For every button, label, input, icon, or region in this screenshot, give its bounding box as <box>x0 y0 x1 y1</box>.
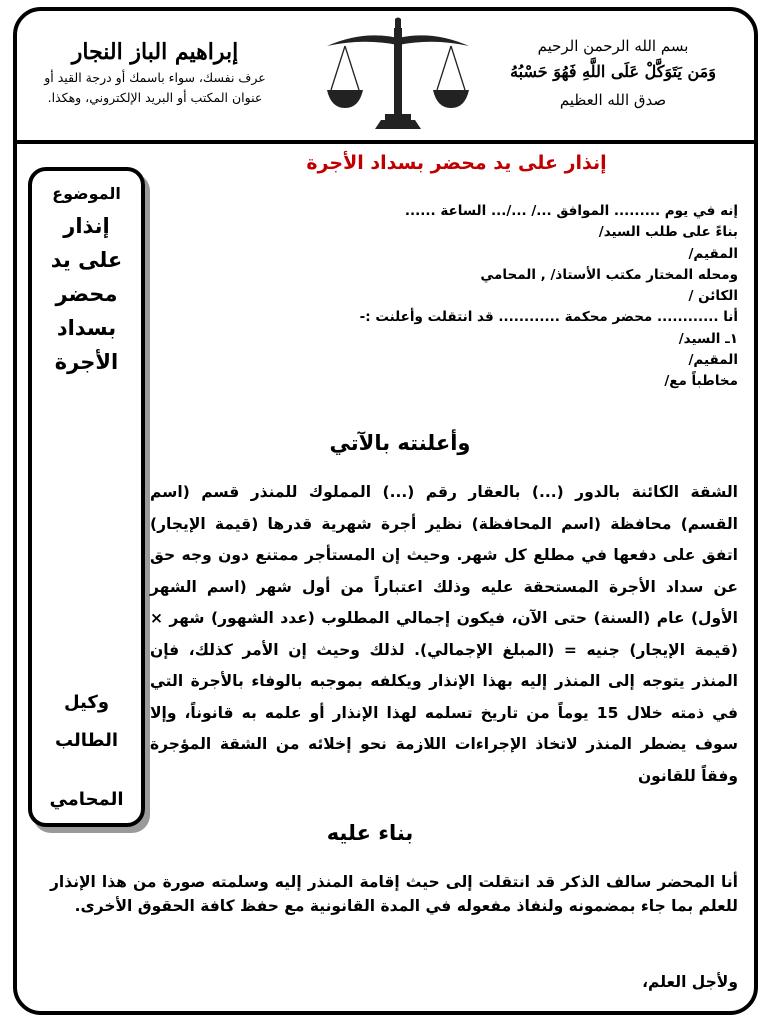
lawyer-desc-line: عنوان المكتب أو البريد الإلكتروني، وهكذا. <box>47 90 263 105</box>
document-title: إنذار على يد محضر بسداد الأجرة <box>306 152 607 174</box>
basmala-closing: صدق الله العظيم <box>559 91 667 109</box>
quran-verse: وَمَن يَتَوَكَّلْ عَلَى اللَّهِ فَهُوَ حَسْبُهُ <box>510 62 716 81</box>
basmala-block <box>508 34 718 114</box>
subject-value: إنذار على يد محضر بسداد الأجرة <box>50 214 123 374</box>
intro-line: مخاطباً مع/ <box>664 373 738 390</box>
agent-line: وكيل <box>63 692 110 713</box>
notification-heading: وأعلنته بالآتي <box>329 431 471 455</box>
agent-label <box>32 686 141 758</box>
closing-signoff: ولأجل العلم، <box>642 973 738 991</box>
intro-line: المقيم/ <box>688 245 738 262</box>
closing-heading: بناء عليه <box>326 821 414 845</box>
agent-line: الطالب <box>54 730 119 751</box>
lawyer-desc-line: عرف نفسك، سواء باسمك أو درجة القيد أو <box>44 70 266 85</box>
intro-line: إنه في يوم ......... الموافق .../ .../... الساعة ...... <box>404 203 738 219</box>
lawyer-info <box>20 36 290 108</box>
intro-line: المقيم/ <box>688 352 738 369</box>
subject-sidebar <box>28 167 145 827</box>
intro-line: ومحله المختار مكتب الأستاذ/ , المحامي <box>480 266 738 283</box>
scales-of-justice-icon <box>323 16 473 132</box>
sidebar-lawyer-label: المحامي <box>49 789 124 810</box>
intro-line: أنا ............ محضر محكمة ............ قد انتقلت وأعلنت :- <box>359 309 738 326</box>
lawyer-name: إبراهيم الباز النجار <box>71 39 239 65</box>
notification-body: الشقة الكائنة بالدور (...) بالعقار رقم (...) المملوك للمنذر قسم (اسم القسم) محافظة (اسم المحافظة) نظير أجرة شهرية قدرها (قيمة الإيجار) اتفق على دفعها في مطلع كل شهر. وحيث إن المستأجر ممتنع دون وجه حق عن سداد الأجرة المستحقة عليه وذلك اعتباراً من أول شهر (اسم الشهر الأول) عام (السنة) حتى الآن، فيكون إجمالي المطلوب (عدد الشهور) شهر × (قيمة الإيجار) جنيه = (المبلغ الإجمالي). لذلك وحيث إن الأمر كذلك، فإن المنذر يتوجه إلى المنذر إليه بهذا الإنذار ويكلفه بموجبه بالوفاء بالأجرة التي في ذمته خلال 15 يوماً من تاريخ تسلمه لهذا الإنذار أو علمه به قانوناً، وإلا سوف يضطر المنذر لاتخاذ الإجراءات اللازمة نحو إخلائه من الشقة المؤجرة وفقاً للقانون <box>150 483 738 785</box>
intro-block <box>150 201 738 393</box>
subject-label: الموضوع <box>52 184 121 203</box>
intro-line: الكائن / <box>688 288 738 305</box>
basmala-line: بسم الله الرحمن الرحيم <box>537 37 689 55</box>
header-divider <box>15 140 756 144</box>
intro-line: ١ـ السيد/ <box>678 330 738 347</box>
intro-line: بناءً على طلب السيد/ <box>598 224 738 241</box>
closing-body: أنا المحضر سالف الذكر قد انتقلت إلى حيث إقامة المنذر إليه وسلمته صورة من هذا الإنذار للعلم بما جاء بمضمونه ولنفاذ مفعوله في المدة القانونية مع حفظ كافة الحقوق الأخرى. <box>50 873 738 915</box>
